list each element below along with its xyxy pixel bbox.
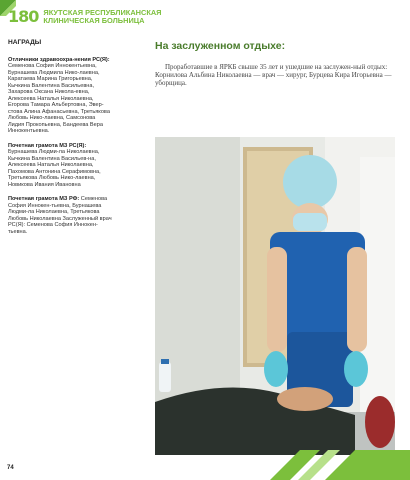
award-label: Почетная грамота МЗ РФ:: [8, 196, 80, 202]
award-recipients: Бурнашева Людми-ла Николаевна, Кычкина Валентина Васильев-на, Алексеева Наталья Николаевна, Пахомова Антонина Серафимовна, Третьякова Любовь Нико-лаевна, Новикова Ивания Ивановна: [8, 149, 101, 188]
hospital-name-line2: КЛИНИЧЕСКАЯ БОЛЬНИЦА: [43, 16, 145, 25]
logo-mark: 180: [8, 7, 39, 26]
award-group: [8, 57, 112, 135]
awards-sidebar: [8, 40, 112, 243]
article-body: Проработавшие в ЯРКБ свыше 35 лет и ушедшие на заслужен-ный отдых: Корнилова Альбина Николаевна — врач — хирург, Бурцева Кира Игорьевна — уборщица.: [155, 63, 392, 87]
hospital-name-line1: ЯКУТСКАЯ РЕСПУБЛИКАНСКАЯ: [43, 8, 162, 17]
hospital-logo: [8, 9, 162, 25]
award-group: [8, 196, 112, 235]
hospital-name: [43, 9, 161, 25]
award-label: Отличники здравоохра-нения РС(Я):: [8, 56, 110, 63]
article-title: На заслуженном отдыхе:: [155, 40, 286, 52]
award-label: Почетная грамота МЗ РС(Я):: [8, 142, 87, 149]
page-number: 74: [7, 465, 14, 471]
award-group: [8, 143, 112, 189]
nurse-with-patient-photo: [155, 137, 395, 455]
awards-heading: НАГРАДЫ: [8, 39, 42, 46]
award-recipients: Семенова София Иннокен-тьевна, Бурнашева Людми-ла Николаевна, Третьякова Любовь Николаевна Заслуженный врач РС(Я): Семенова София Иннокен-тьевна.: [8, 196, 112, 235]
page-header: [0, 0, 410, 30]
award-recipients: Семенова София Иннокентьевна, Бурнашева Людмила Нико-лаевна, Каратаева Марина Григорьевна, Кычкина Валентина Васильевна, Захарова Оксана Никола-евна, Алексеева Наталья Николаевна, Егорова Тамара Альбертовна, Эвер-стова Алина Афанасьевна, Третьякова Любовь Нико-лаевна, Самсонова Лидия Прокопьевна, Бандеева Вера Иннокентьевна.: [8, 63, 110, 134]
green-stripes-decoration: [230, 450, 410, 480]
